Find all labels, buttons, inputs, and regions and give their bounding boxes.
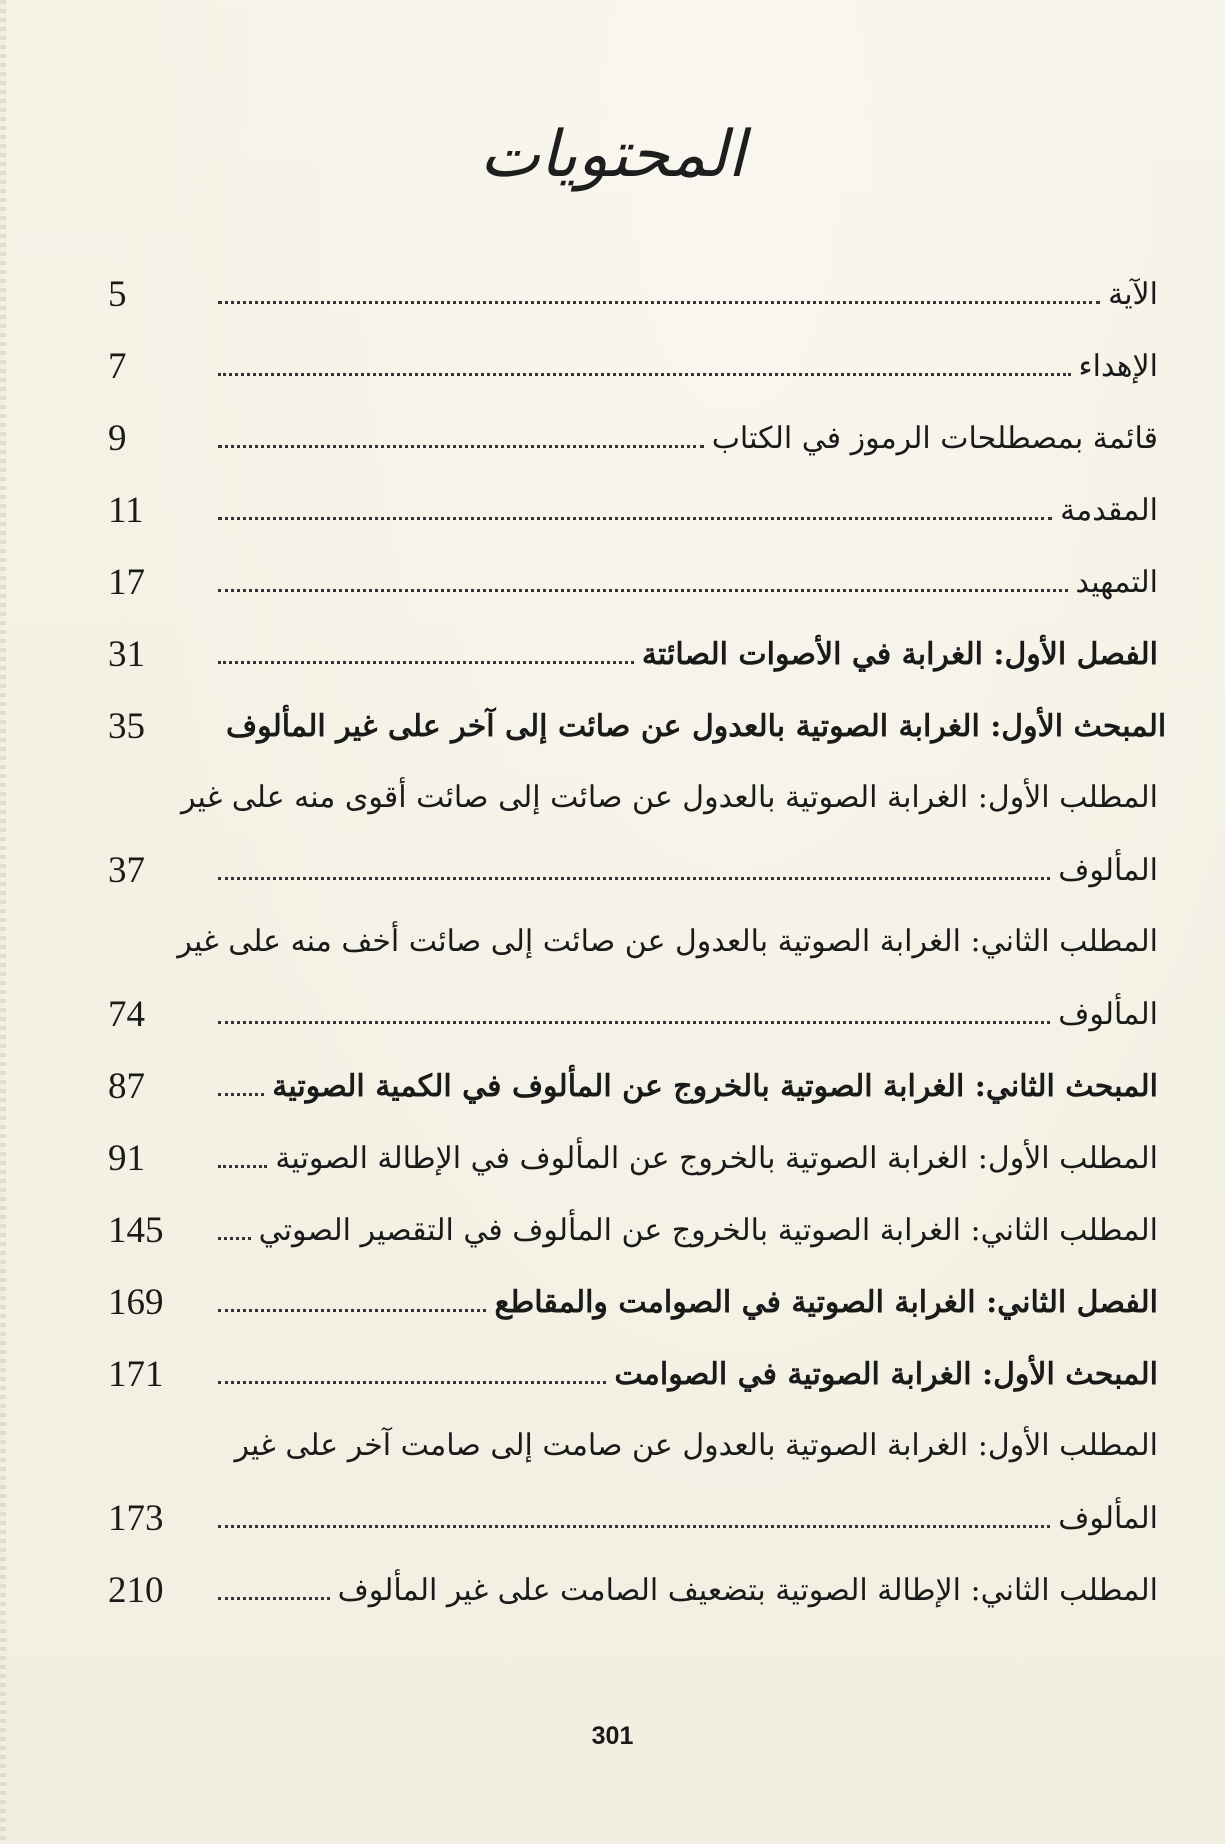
- toc-entry: [104, 474, 1162, 546]
- toc-entry-row: [104, 258, 1162, 330]
- toc-entry: [104, 690, 1167, 762]
- dot-leader: [218, 875, 1050, 880]
- toc-entry: [104, 402, 1162, 474]
- toc-entry: [104, 906, 1162, 1050]
- toc-entry-title: المطلب الأول: الغرابة الصوتية بالخروج عن المألوف في الإطالة الصوتية: [275, 1140, 1158, 1176]
- toc-entry-row: [104, 474, 1162, 546]
- toc-entry: [104, 618, 1162, 690]
- page-edge: [0, 0, 6, 1844]
- toc-entry-row: [104, 402, 1162, 474]
- dot-leader: [218, 371, 1071, 376]
- page-title: المحتويات: [479, 118, 746, 192]
- toc-entry-row: [104, 1194, 1162, 1266]
- toc-entry-title: المألوف: [1058, 852, 1158, 888]
- toc-entry-row: [104, 690, 1167, 762]
- toc-page-number: 210: [108, 1569, 164, 1611]
- toc-entry-row: [104, 1338, 1162, 1410]
- toc-entry: [104, 1410, 1162, 1554]
- toc-entry-title: المألوف: [1058, 996, 1158, 1032]
- toc-entry: [104, 1050, 1162, 1122]
- toc-entry: [104, 1338, 1162, 1410]
- toc-entry-title: التمهيد: [1075, 564, 1158, 600]
- toc-page-number: 91: [108, 1137, 145, 1179]
- toc-entry-title: المبحث الأول: الغرابة الصوتية بالعدول عن صائت إلى آخر على غير المألوف: [226, 708, 1167, 744]
- dot-leader: [218, 1379, 606, 1384]
- toc-entry-title: المألوف: [1058, 1500, 1158, 1536]
- toc-entry-title: المطلب الثاني: الإطالة الصوتية بتضعيف الصامت على غير المألوف: [337, 1572, 1158, 1608]
- table-of-contents: [104, 258, 1167, 1626]
- toc-entry-title: قائمة بمصطلحات الرموز في الكتاب: [711, 420, 1158, 456]
- toc-page-number: 9: [108, 417, 127, 459]
- toc-entry-title-line: المطلب الثاني: الغرابة الصوتية بالعدول عن صائت إلى صائت أخف منه على غير: [177, 924, 1158, 959]
- toc-page-number: 74: [108, 993, 145, 1035]
- toc-entry: [104, 1266, 1162, 1338]
- toc-entry-title-line: المطلب الأول: الغرابة الصوتية بالعدول عن صائت إلى صائت أقوى منه على غير: [180, 780, 1158, 815]
- toc-entry-title: المبحث الأول: الغرابة الصوتية في الصوامت: [614, 1356, 1158, 1392]
- dot-leader: [218, 1235, 251, 1240]
- toc-page-number: 87: [108, 1065, 145, 1107]
- toc-entry-row: [104, 834, 1162, 906]
- toc-entry-title: الفصل الثاني: الغرابة الصوتية في الصوامت والمقاطع: [494, 1284, 1158, 1320]
- toc-entry-row: [104, 618, 1162, 690]
- dot-leader: [218, 587, 1068, 592]
- toc-entry-row: [104, 1554, 1162, 1626]
- toc-entry: [104, 1554, 1162, 1626]
- page-number: 301: [591, 1722, 634, 1750]
- toc-entry-row: [104, 546, 1162, 618]
- toc-page-number: 11: [108, 489, 144, 531]
- toc-entry: [104, 762, 1162, 906]
- toc-entry: [104, 1194, 1162, 1266]
- toc-entry: [104, 1122, 1162, 1194]
- toc-entry-title: الإهداء: [1078, 348, 1158, 384]
- dot-leader: [218, 515, 1052, 520]
- toc-entry-title: المبحث الثاني: الغرابة الصوتية بالخروج عن المألوف في الكمية الصوتية: [272, 1068, 1158, 1104]
- toc-page-number: 171: [108, 1353, 164, 1395]
- toc-page-number: 35: [108, 705, 145, 747]
- dot-leader: [218, 659, 634, 664]
- toc-entry-title-line: المطلب الأول: الغرابة الصوتية بالعدول عن صامت إلى صامت آخر على غير: [234, 1428, 1158, 1463]
- dot-leader: [218, 1163, 267, 1168]
- toc-entry-row: [104, 1482, 1162, 1554]
- dot-leader: [218, 443, 704, 448]
- toc-page-number: 145: [108, 1209, 164, 1251]
- toc-page-number: 5: [108, 273, 127, 315]
- toc-page-number: 173: [108, 1497, 164, 1539]
- toc-page-number: 7: [108, 345, 127, 387]
- toc-entry-title: الآية: [1108, 276, 1158, 312]
- toc-entry-row: [104, 978, 1162, 1050]
- dot-leader: [218, 299, 1100, 304]
- dot-leader: [218, 1019, 1050, 1024]
- toc-entry-title: الفصل الأول: الغرابة في الأصوات الصائتة: [641, 636, 1158, 672]
- dot-leader: [218, 1595, 330, 1600]
- toc-entry: [104, 258, 1162, 330]
- toc-page-number: 31: [108, 633, 145, 675]
- dot-leader: [218, 1307, 486, 1312]
- toc-page-number: 169: [108, 1281, 164, 1323]
- toc-entry: [104, 546, 1162, 618]
- dot-leader: [218, 1523, 1050, 1528]
- dot-leader: [218, 1091, 264, 1096]
- toc-entry-row: [104, 1266, 1162, 1338]
- toc-entry-title: المقدمة: [1060, 492, 1158, 528]
- toc-page-number: 37: [108, 849, 145, 891]
- toc-entry-title: المطلب الثاني: الغرابة الصوتية بالخروج عن المألوف في التقصير الصوتي: [258, 1212, 1158, 1248]
- toc-entry-row: [104, 1050, 1162, 1122]
- toc-entry-row: [104, 330, 1162, 402]
- toc-entry: [104, 330, 1162, 402]
- toc-entry-row: [104, 1122, 1162, 1194]
- toc-page-number: 17: [108, 561, 145, 603]
